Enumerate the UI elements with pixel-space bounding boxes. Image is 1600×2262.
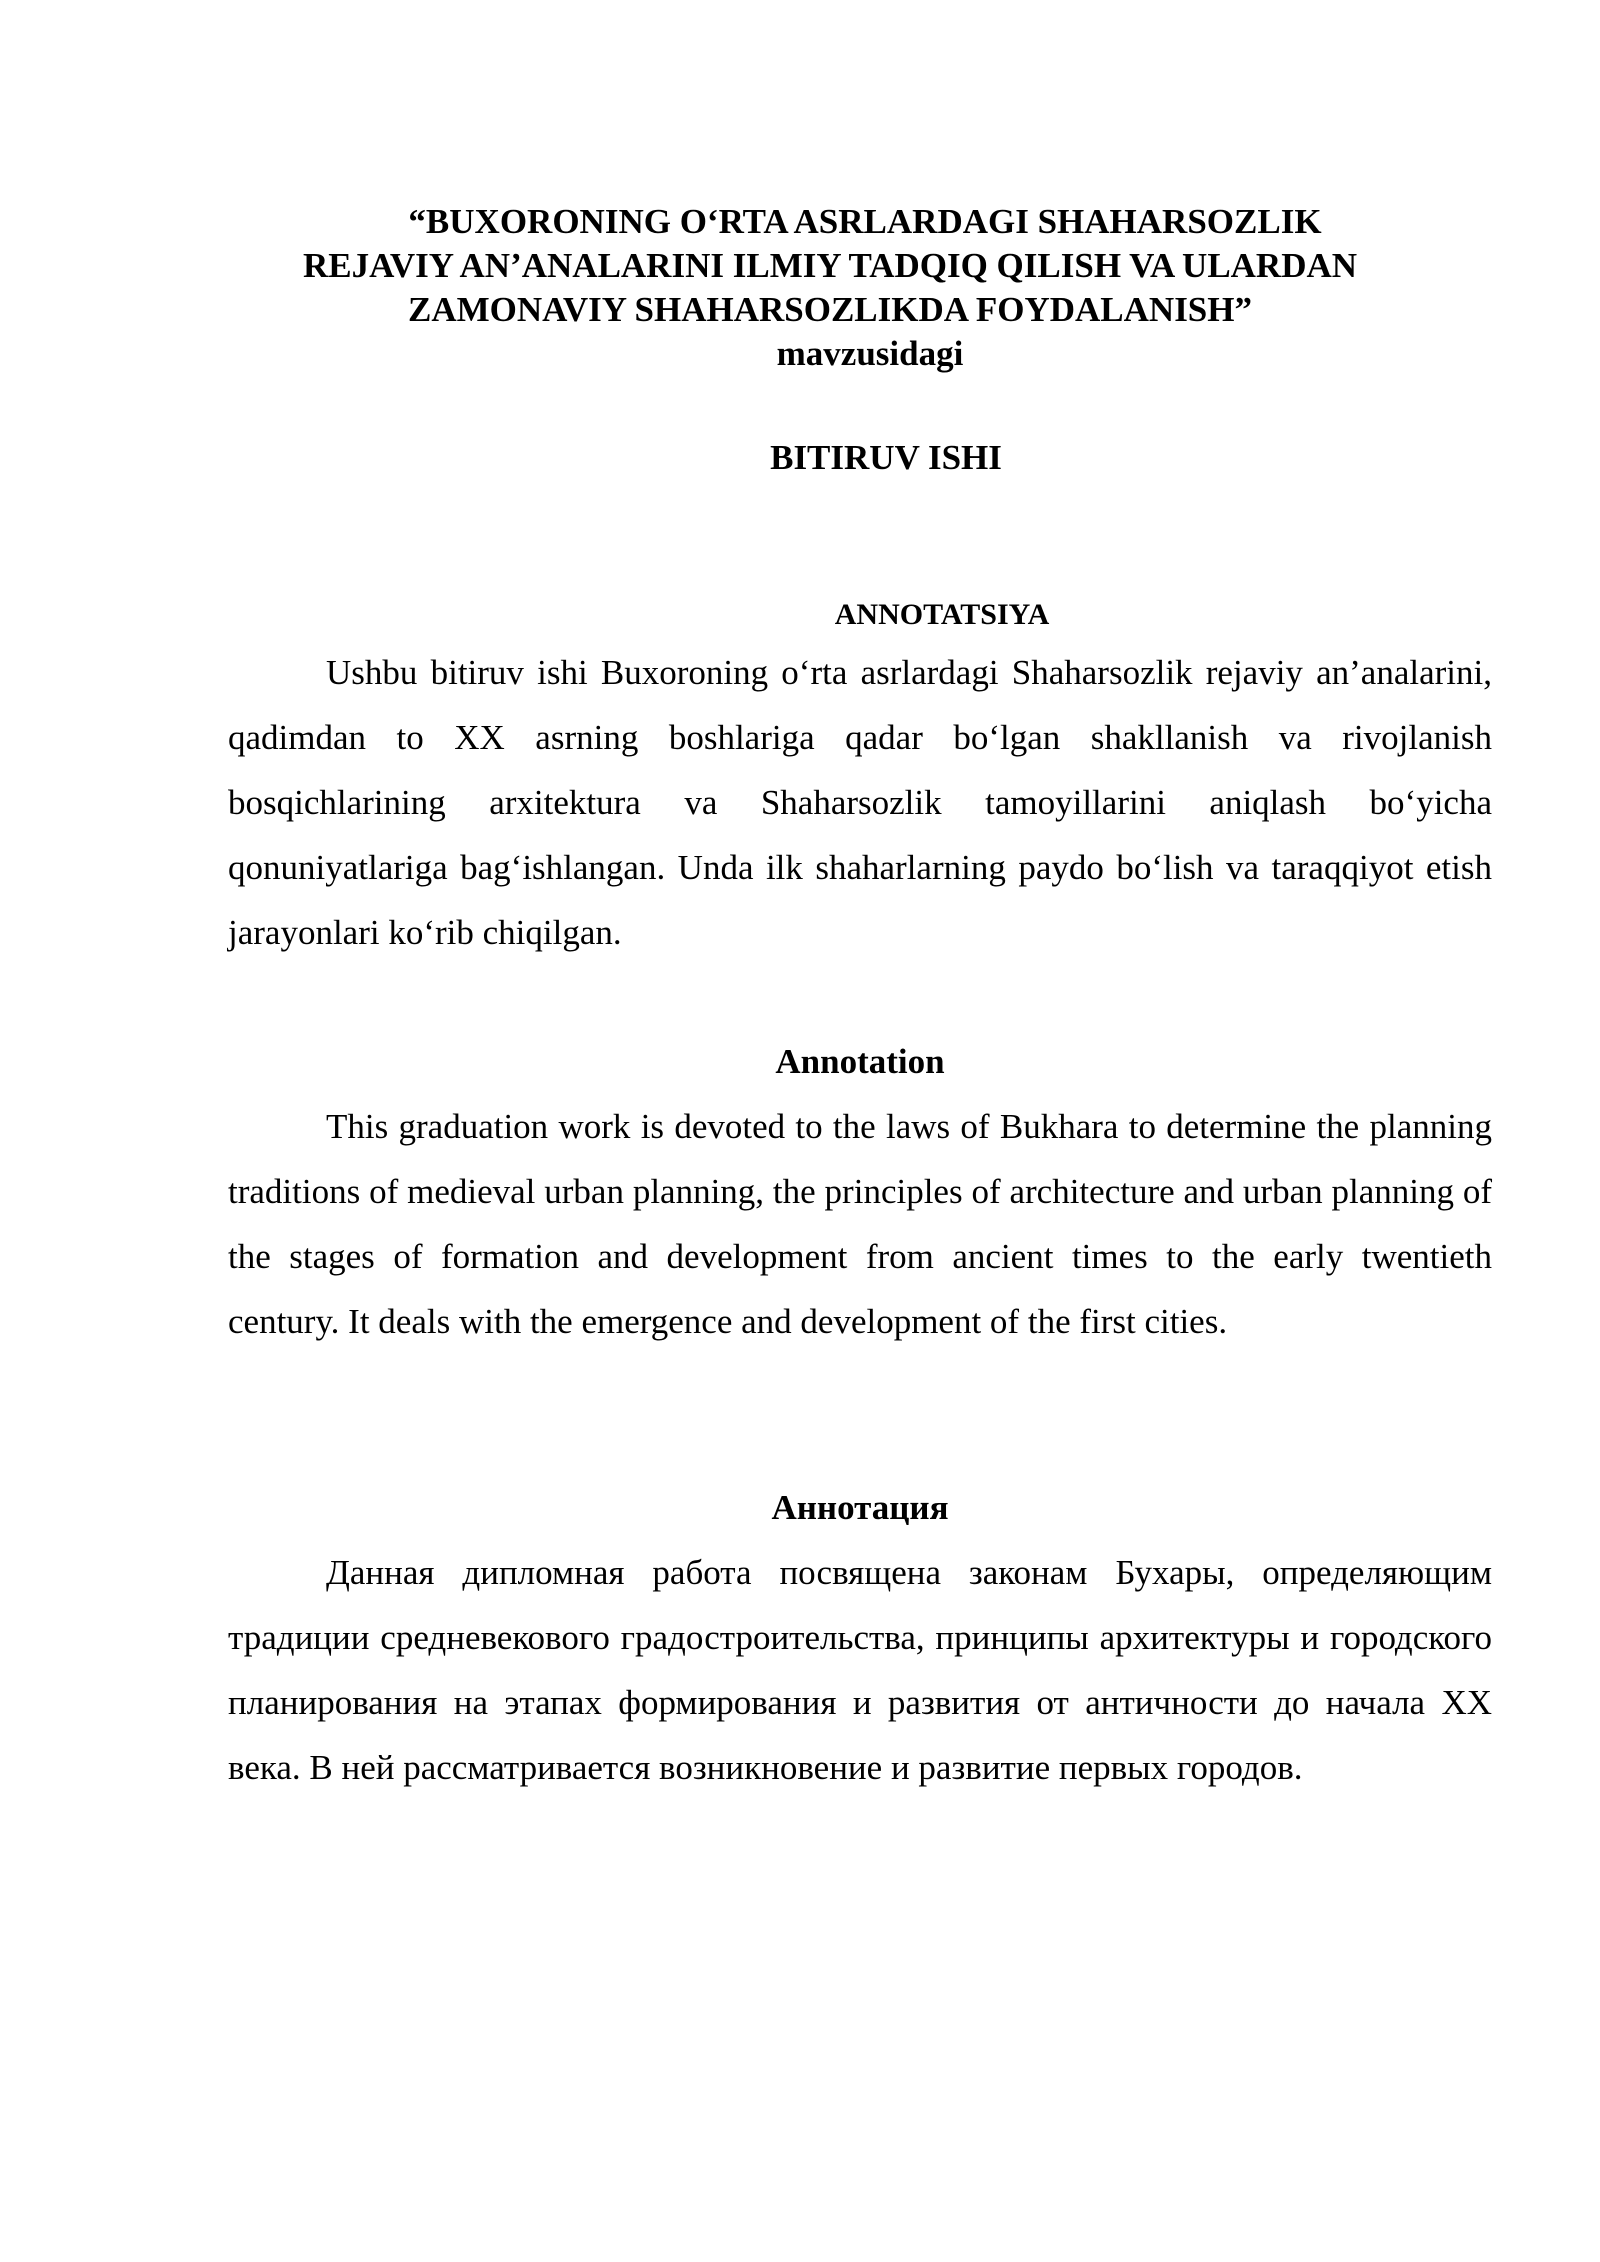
document-type-heading: BITIRUV ISHI — [770, 438, 1002, 477]
annotation-heading-uzbek: ANNOTATSIYA — [834, 598, 1050, 631]
title-line-1: “BUXORONING O‘RTA ASRLARDAGI SHAHARSOZLIK — [408, 202, 1322, 241]
title-line-2: REJAVIY AN’ANALARINI ILMIY TADQIQ QILISH VA ULARDAN — [302, 246, 1358, 285]
title-line-3: ZAMONAVIY SHAHARSOZLIKDA FOYDALANISH” — [407, 290, 1253, 329]
annotation-text-english: This graduation work is devoted to the laws of Bukhara to determine the planning traditions of medieval urban planning, the principles of architecture and urban planning of the stages of formation and development from ancient times to the early twentieth century. It deals with the emergence and development of the first cities. — [228, 1107, 1492, 1341]
annotation-text-russian: Данная дипломная работа посвящена законам Бухары, определяющим традиции средневекового градостроительства, принципы архитектуры и городского планирования на этапах формирования и развития от античности до начала XX века. В ней рассматривается возникновение и развитие первых городов. — [228, 1553, 1492, 1787]
annotation-heading-english: Annotation — [775, 1042, 945, 1081]
thesis-title — [230, 200, 1430, 376]
annotation-text-uzbek: Ushbu bitiruv ishi Buxoroning o‘rta asrlardagi Shaharsozlik rejaviy an’analarini, qadimdan to XX asrning boshlariga qadar bo‘lgan shakllanish va rivojlanish bosqichlarining arxitektura va Shaharsozlik tamoyillarini aniqlash bo‘yicha qonuniyatlariga bag‘ishlangan. Unda ilk shaharlarning paydo bo‘lish va taraqqiyot etish jarayonlari ko‘rib chiqilgan. — [228, 653, 1492, 952]
title-subtitle: mavzusidagi — [776, 334, 964, 373]
annotation-heading-russian: Аннотация — [771, 1488, 949, 1527]
